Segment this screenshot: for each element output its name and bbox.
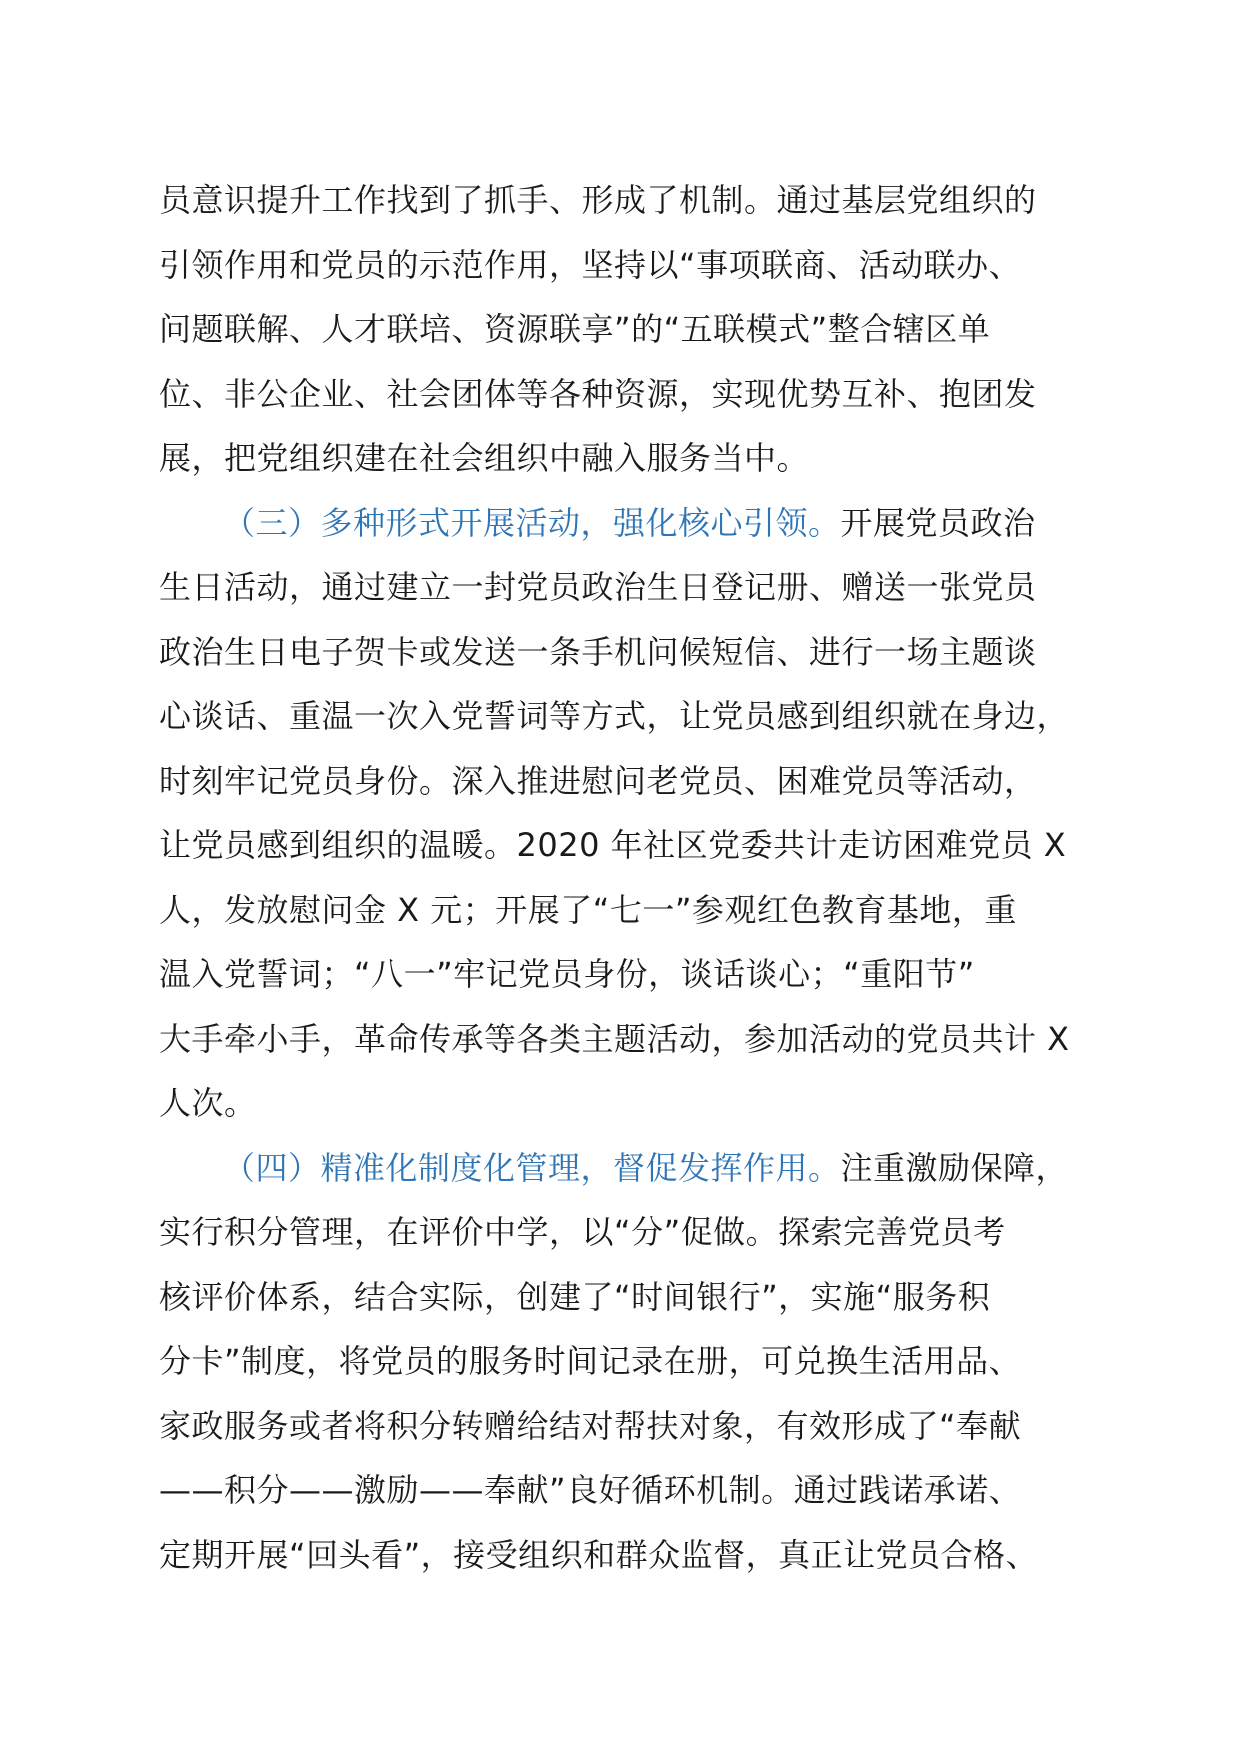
paragraph-1-line: 员意识提升工作找到了抓手、形成了机制。通过基层党组织的 [159, 181, 1037, 219]
paragraph-3-line: 实行积分管理，在评价中学，以“分”促做。探索完善党员考 [159, 1213, 1006, 1251]
paragraph-2-line: 生日活动，通过建立一封党员政治生日登记册、赠送一张党员 [159, 568, 1037, 606]
paragraph-3-first-line [159, 1136, 1119, 1201]
document-body [159, 168, 1119, 1587]
paragraph-1-line: 引领作用和党员的示范作用，坚持以“事项联商、活动联办、 [159, 245, 1022, 284]
paragraph-3-first-line-text: 注重激励保障， [840, 1148, 1069, 1187]
paragraph-3-line: ——积分——激励——奉献”良好循环机制。通过践诺承诺、 [159, 1471, 1022, 1509]
paragraph-2-line: 人，发放慰问金 X 元；开展了“七一”参观红色教育基地，重 [159, 890, 1017, 929]
section-heading-3: （三）多种形式开展活动，强化核心引领。 [223, 503, 841, 542]
paragraph-2-line: 政治生日电子贺卡或发送一条手机问候短信、进行一场主题谈 [159, 632, 1037, 671]
paragraph-3-line: 家政服务或者将积分转赠给结对帮扶对象，有效形成了“奉献 [159, 1406, 1022, 1445]
paragraph-2-line: 时刻牢记党员身份。深入推进慰问老党员、困难党员等活动， [159, 761, 1037, 800]
paragraph-1-line: 问题联解、人才联培、资源联享”的“五联模式”整合辖区单 [159, 310, 991, 348]
paragraph-1-line: 展，把党组织建在社会组织中融入服务当中。 [159, 439, 810, 477]
paragraph-2-line: 温入党誓词；“八一”牢记党员身份，谈话谈心；“重阳节” [159, 955, 975, 993]
paragraph-3-line: 分卡”制度，将党员的服务时间记录在册，可兑换生活用品、 [159, 1342, 1022, 1380]
paragraph-2-line: 大手牵小手，革命传承等各类主题活动，参加活动的党员共计 X [159, 1019, 1070, 1058]
paragraph-2-line: 心谈话、重温一次入党誓词等方式，让党员感到组织就在身边， [159, 697, 1070, 735]
paragraph-2-first-line-text: 开展党员政治 [840, 503, 1036, 542]
section-heading-4: （四）精准化制度化管理，督促发挥作用。 [223, 1148, 841, 1187]
paragraph-1-line: 位、非公企业、社会团体等各种资源，实现优势互补、抱团发 [159, 374, 1037, 413]
paragraph-2-line: 人次。 [159, 1084, 257, 1122]
paragraph-3-line: 定期开展“回头看”，接受组织和群众监督，真正让党员合格、 [159, 1535, 1039, 1574]
paragraph-2-first-line [159, 491, 1119, 556]
paragraph-3-line: 核评价体系，结合实际，创建了“时间银行”，实施“服务积 [159, 1277, 991, 1316]
paragraph-2-line: 让党员感到组织的温暖。2020 年社区党委共计走访困难党员 X [159, 826, 1067, 864]
